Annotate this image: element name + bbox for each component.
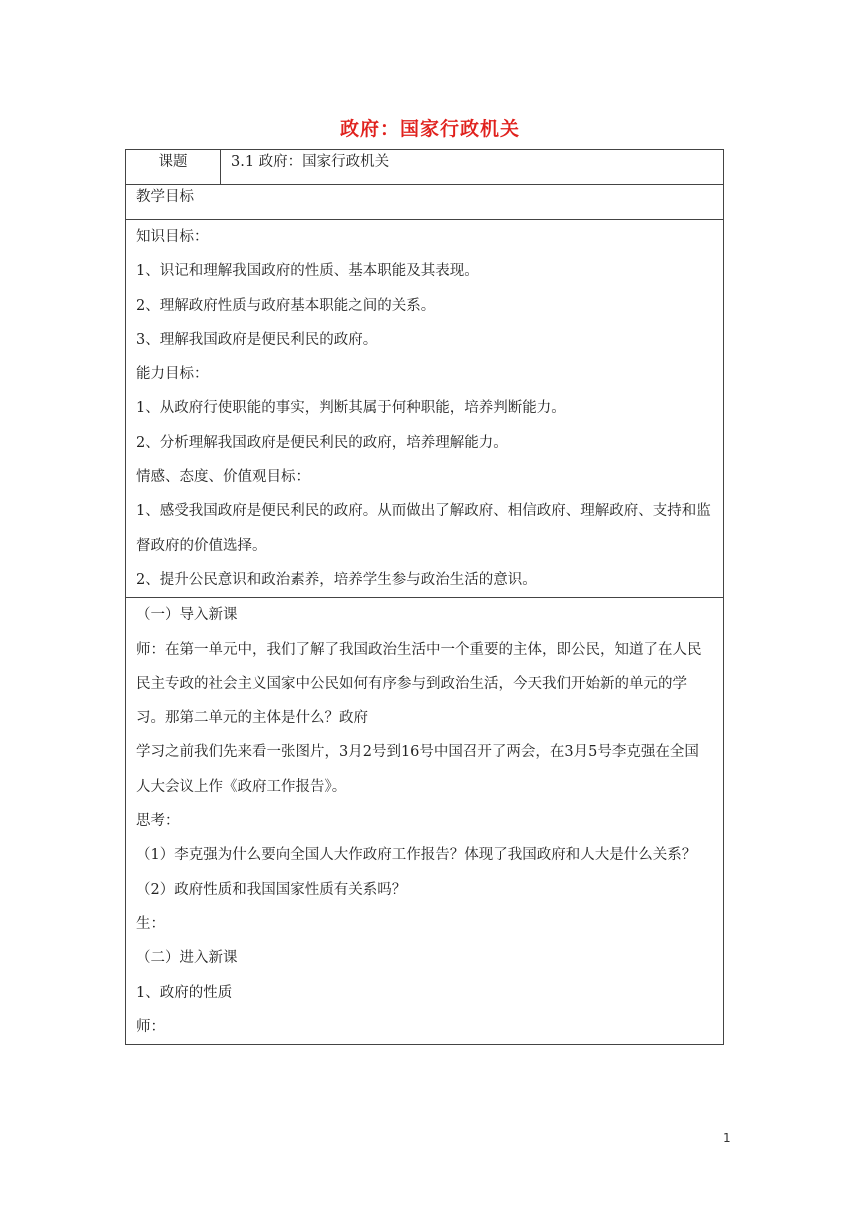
document-title: 政府：国家行政机关 (339, 118, 520, 140)
objectives-cell (126, 220, 724, 598)
lesson-line: （1）李克强为什么要向全国人大作政府工作报告？体现了我国政府和人大是什么关系？ (136, 847, 697, 864)
objective-line: 能力目标： (136, 366, 209, 383)
lesson-cell (126, 598, 724, 1045)
page-number: 1 (723, 1131, 731, 1145)
lesson-plan-table (125, 149, 724, 1045)
objectives-row (126, 220, 724, 598)
lesson-line: （2）政府性质和我国国家性质有关系吗？ (136, 881, 407, 898)
objective-line: 知识目标： (136, 229, 209, 245)
lesson-line: 师： (136, 1018, 165, 1035)
topic-row (126, 150, 724, 185)
objective-line: 情感、态度、价值观目标： (136, 469, 310, 486)
objective-line: 3、理解我国政府是便民利民的政府。 (136, 331, 378, 348)
lesson-line: 1、政府的性质 (136, 984, 233, 1001)
lesson-line: （二）进入新课 (136, 950, 238, 967)
objective-line: 1、感受我国政府是便民利民的政府。从而做出了解政府、相信政府、理解政府、支持和监督政府的价值选择。 (136, 503, 711, 554)
lesson-row (126, 598, 724, 1045)
objectives-label: 教学目标 (126, 185, 724, 220)
lesson-line: （一）导入新课 (136, 607, 238, 624)
objective-line: 1、从政府行使职能的事实，判断其属于何种职能，培养判断能力。 (136, 400, 566, 417)
lesson-line: 生： (136, 915, 165, 932)
lesson-line: 思考： (136, 813, 180, 830)
lesson-line: 学习之前我们先来看一张图片，3月2号到16号中国召开了两会，在3月5号李克强在全国人大会议上作《政府工作报告》。 (136, 744, 699, 795)
objective-line: 2、分析理解我国政府是便民利民的政府，培养理解能力。 (136, 434, 508, 451)
objectives-header-row (126, 185, 724, 220)
objective-line: 1、识记和理解我国政府的性质、基本职能及其表现。 (136, 263, 479, 280)
objective-line: 2、提升公民意识和政治素养，培养学生参与政治生活的意识。 (136, 571, 537, 588)
lesson-line: 师：在第一单元中，我们了解了我国政治生活中一个重要的主体，即公民，知道了在人民民主专政的社会主义国家中公民如何有序参与到政治生活，今天我们开始新的单元的学习。那第二单元的主体是什么？政府 (136, 641, 702, 727)
topic-value: 3.1 政府：国家行政机关 (221, 150, 724, 185)
objective-line: 2、理解政府性质与政府基本职能之间的关系。 (136, 297, 436, 314)
topic-label: 课题 (126, 150, 221, 185)
